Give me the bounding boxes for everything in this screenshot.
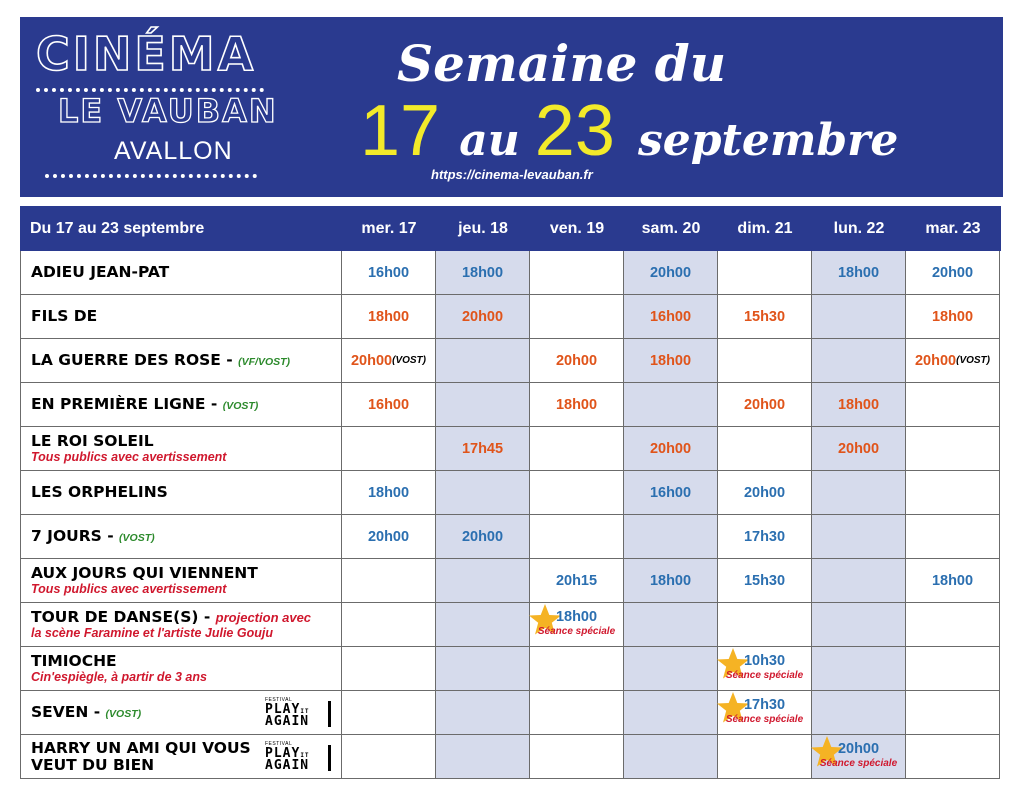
film-title: 7 JOURS (31, 527, 102, 545)
showtime: 18h00 (837, 396, 880, 413)
showtime-cell (530, 647, 624, 691)
film-title: ADIEU JEAN-PAT (31, 263, 170, 281)
festival-big-label: PLAYIT AGAIN (265, 746, 310, 774)
film-title: SEVEN (31, 703, 89, 721)
film-title-cell (20, 603, 342, 647)
showtime: 20h00 (914, 352, 957, 369)
showtime-cell (906, 691, 1000, 735)
film-title-cell (20, 427, 342, 471)
festival-exclamation (328, 701, 331, 727)
showtime-cell (624, 735, 718, 779)
showtime: 18h00 (461, 264, 504, 281)
header-day-1: mer. 17 (342, 206, 436, 251)
showtime-cell[interactable] (812, 427, 906, 471)
showtime-cell[interactable] (342, 515, 436, 559)
row-spacer (1000, 295, 1001, 339)
film-title: EN PREMIÈRE LIGNE (31, 395, 206, 413)
showtime-cell (906, 647, 1000, 691)
showtime-cell (624, 515, 718, 559)
showtime-cell[interactable] (718, 383, 812, 427)
showtime: 20h00 (837, 440, 880, 457)
schedule-table (20, 206, 1001, 776)
showtime: 15h30 (743, 308, 786, 325)
showtime: 20h15 (555, 572, 598, 589)
showtime: 20h00 (350, 352, 393, 369)
showtime-cell[interactable] (624, 251, 718, 295)
showtime: 16h00 (367, 396, 410, 413)
showtime-cell[interactable] (718, 295, 812, 339)
showtime-cell[interactable] (624, 427, 718, 471)
film-title-cell (20, 559, 342, 603)
showtime-cell[interactable] (718, 647, 812, 691)
showtime-cell[interactable] (436, 251, 530, 295)
film-title-cell (20, 383, 342, 427)
showtime: 20h00 (649, 264, 692, 281)
week-from-day: 17 (360, 91, 441, 171)
showtime-cell (718, 339, 812, 383)
showtime: 17h30 (743, 528, 786, 545)
showtime-cell (436, 383, 530, 427)
showtime-cell[interactable] (436, 427, 530, 471)
showtime-cell (342, 603, 436, 647)
film-subnote: la scène Faramine et l'artiste Julie Gouju (31, 625, 273, 640)
film-title: TIMIOCHE (31, 651, 117, 670)
showtime-version: (VOST) (956, 355, 990, 366)
special-session-label: Séance spéciale (819, 757, 898, 769)
film-title: AUX JOURS QUI VIENNENT (31, 563, 258, 582)
row-spacer (1000, 427, 1001, 471)
showtime: 18h00 (555, 608, 598, 625)
showtime: 18h00 (649, 352, 692, 369)
showtime: 17h45 (461, 440, 504, 457)
showtime-cell[interactable] (624, 339, 718, 383)
row-spacer (1000, 603, 1001, 647)
film-title: FILS DE (31, 307, 98, 325)
showtime-cell[interactable] (906, 559, 1000, 603)
festival-small-label: FESTIVAL (265, 741, 293, 747)
showtime-cell[interactable] (436, 295, 530, 339)
showtime: 20h00 (931, 264, 974, 281)
film-title-cell (20, 515, 342, 559)
row-spacer (1000, 471, 1001, 515)
showtime-cell[interactable] (718, 515, 812, 559)
showtime-cell (812, 471, 906, 515)
title-dash: - (88, 703, 106, 721)
showtime-cell (812, 691, 906, 735)
showtime-cell (624, 691, 718, 735)
showtime: 20h00 (743, 484, 786, 501)
play-it-again-festival-icon (265, 741, 331, 773)
logo-avallon: AVALLON (114, 137, 233, 165)
showtime-cell[interactable] (906, 295, 1000, 339)
showtime-cell[interactable] (624, 471, 718, 515)
film-title: HARRY UN AMI QUI VOUS (31, 739, 251, 758)
showtime-cell (624, 603, 718, 647)
version-note: (VOST) (119, 532, 155, 544)
showtime: 20h00 (649, 440, 692, 457)
showtime-cell[interactable] (906, 251, 1000, 295)
showtime-cell (906, 383, 1000, 427)
website-link[interactable]: https://cinema-levauban.fr (431, 167, 593, 182)
header-day-4: sam. 20 (624, 206, 718, 251)
week-connector: au (459, 115, 520, 166)
header-spacer (1000, 206, 1001, 251)
header-title-cell: Du 17 au 23 septembre (20, 206, 342, 251)
showtime-cell (906, 735, 1000, 779)
row-spacer (1000, 647, 1001, 691)
showtime-cell[interactable] (624, 559, 718, 603)
play-it-again-festival-icon (265, 697, 331, 729)
showtime-cell[interactable] (342, 251, 436, 295)
showtime: 18h00 (367, 484, 410, 501)
showtime-cell[interactable] (530, 339, 624, 383)
row-spacer (1000, 691, 1001, 735)
showtime: 16h00 (649, 484, 692, 501)
showtime-cell (906, 515, 1000, 559)
week-to-day: 23 (534, 91, 615, 171)
title-dash: - (205, 395, 223, 413)
showtime-cell (718, 603, 812, 647)
showtime: 20h00 (837, 740, 880, 757)
row-spacer (1000, 383, 1001, 427)
showtime: 20h00 (743, 396, 786, 413)
showtime-cell (436, 603, 530, 647)
special-session-label: Séance spéciale (725, 713, 804, 725)
showtime-cell (436, 735, 530, 779)
showtime-cell (436, 471, 530, 515)
showtime-cell (906, 603, 1000, 647)
showtime-cell (436, 339, 530, 383)
film-title: TOUR DE DANSE(S) (31, 607, 199, 626)
row-spacer (1000, 735, 1001, 779)
showtime-cell[interactable] (812, 735, 906, 779)
showtime: 18h00 (555, 396, 598, 413)
logo-le-vauban: LE VAUBAN (58, 92, 278, 130)
showtime-cell[interactable] (718, 691, 812, 735)
showtime-cell (436, 647, 530, 691)
showtime-cell[interactable] (436, 515, 530, 559)
header-day-3: ven. 19 (530, 206, 624, 251)
title-dash: - (198, 607, 216, 626)
showtime: 18h00 (837, 264, 880, 281)
header-day-6: lun. 22 (812, 206, 906, 251)
special-session-label: Séance spéciale (537, 625, 616, 637)
showtime-cell (530, 735, 624, 779)
film-title-cell (20, 251, 342, 295)
showtime-cell (530, 295, 624, 339)
showtime: 20h00 (461, 528, 504, 545)
showtime-cell[interactable] (342, 471, 436, 515)
showtime-cell (812, 559, 906, 603)
showtime-cell (812, 295, 906, 339)
showtime-cell (530, 691, 624, 735)
showtime-cell (530, 427, 624, 471)
header-banner (20, 17, 1003, 197)
row-spacer (1000, 339, 1001, 383)
showtime: 20h00 (555, 352, 598, 369)
showtime: 20h00 (367, 528, 410, 545)
showtime: 16h00 (367, 264, 410, 281)
showtime-cell[interactable] (718, 559, 812, 603)
version-note: (VOST) (105, 708, 142, 720)
showtime: 18h00 (931, 572, 974, 589)
festival-exclamation (328, 745, 331, 771)
showtime-cell (624, 383, 718, 427)
showtime: 18h00 (649, 572, 692, 589)
film-title-cell (20, 471, 342, 515)
showtime-cell[interactable] (342, 339, 436, 383)
row-spacer (1000, 251, 1001, 295)
showtime-cell[interactable] (906, 339, 1000, 383)
showtime-cell (530, 471, 624, 515)
film-subnote: Tous publics avec avertissement (31, 449, 227, 464)
showtime-cell (718, 251, 812, 295)
film-title: LE ROI SOLEIL (31, 431, 154, 450)
showtime-cell (342, 427, 436, 471)
row-spacer (1000, 515, 1001, 559)
showtime-cell (530, 515, 624, 559)
showtime-cell (436, 691, 530, 735)
showtime-cell (342, 691, 436, 735)
showtime-cell (342, 735, 436, 779)
week-month: septembre (637, 115, 899, 166)
film-title-cell (20, 339, 342, 383)
title-dash: - (101, 527, 120, 545)
showtime-cell (718, 427, 812, 471)
version-note: (VOST) (222, 400, 259, 412)
showtime: 10h30 (743, 652, 786, 669)
showtime-cell[interactable] (342, 383, 436, 427)
film-subnote: Tous publics avec avertissement (31, 581, 227, 596)
showtime-cell (812, 647, 906, 691)
title-dash: - (220, 351, 239, 369)
film-title-cell (20, 735, 342, 779)
film-title: LES ORPHELINS (31, 483, 168, 501)
showtime-cell (342, 647, 436, 691)
film-title: LA GUERRE DES ROSE (31, 351, 221, 369)
film-title-cell (20, 295, 342, 339)
showtime-cell (906, 471, 1000, 515)
row-spacer (1000, 559, 1001, 603)
showtime-cell[interactable] (624, 295, 718, 339)
special-session-label: Séance spéciale (725, 669, 804, 681)
festival-small-label: FESTIVAL (265, 697, 293, 703)
showtime-cell (812, 339, 906, 383)
showtime-cell (812, 515, 906, 559)
showtime-cell[interactable] (812, 383, 906, 427)
film-title-cell (20, 647, 342, 691)
showtime: 18h00 (367, 308, 410, 325)
showtime-cell[interactable] (718, 471, 812, 515)
showtime-cell[interactable] (530, 603, 624, 647)
showtime-cell (906, 427, 1000, 471)
film-note-inline: projection avec (215, 609, 312, 625)
showtime-cell[interactable] (342, 295, 436, 339)
logo-cinema: CINÉMA (36, 27, 257, 81)
week-range (360, 91, 899, 171)
showtime-cell (812, 603, 906, 647)
festival-big-label: PLAYIT AGAIN (265, 702, 310, 730)
film-title-line2: VEUT DU BIEN (31, 755, 155, 774)
film-subnote: Cin'espiègle, à partir de 3 ans (31, 669, 207, 684)
showtime: 16h00 (649, 308, 692, 325)
showtime-cell (718, 735, 812, 779)
version-note: (VF/VOST) (238, 356, 291, 368)
header-day-5: dim. 21 (718, 206, 812, 251)
showtime-cell[interactable] (530, 559, 624, 603)
film-title-cell (20, 691, 342, 735)
showtime: 15h30 (743, 572, 786, 589)
logo-dots-bottom (45, 174, 257, 178)
showtime-cell[interactable] (812, 251, 906, 295)
showtime-cell (624, 647, 718, 691)
showtime-cell[interactable] (530, 383, 624, 427)
showtime-cell (530, 251, 624, 295)
header-day-7: mar. 23 (906, 206, 1000, 251)
week-label: Semaine du (397, 34, 727, 93)
showtime: 17h30 (743, 696, 786, 713)
showtime: 20h00 (461, 308, 504, 325)
showtime-cell (436, 559, 530, 603)
showtime-cell (342, 559, 436, 603)
showtime-version: (VOST) (392, 355, 426, 366)
header-day-2: jeu. 18 (436, 206, 530, 251)
showtime: 18h00 (931, 308, 974, 325)
